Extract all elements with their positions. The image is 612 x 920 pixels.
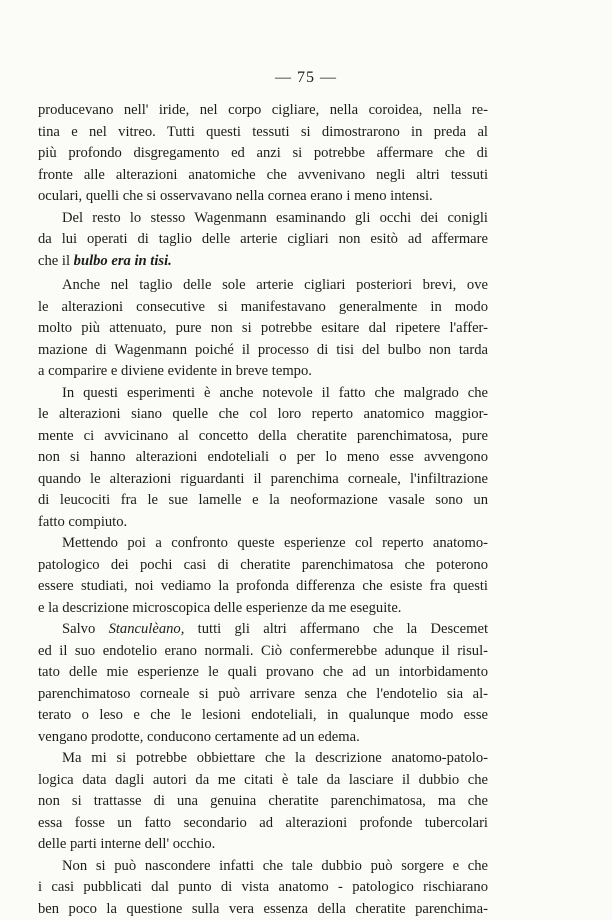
text-line: a comparire e diviene evidente in breve tempo. — [38, 361, 488, 383]
text-line: le alterazioni siano quelle che col loro reperto anatomico maggior- — [38, 404, 488, 426]
text-line: fronte alle alterazioni anatomiche che avvenivano negli altri tessuti — [38, 165, 488, 187]
paragraph-7 — [38, 748, 488, 856]
text-line: mazione di Wagenmann poiché il processo di tisi del bulbo non tarda — [38, 340, 488, 362]
text-line: mente ci avvicinano al concetto della cheratite parenchimatosa, pure — [38, 426, 488, 448]
text-line: da lui operati di taglio delle arterie cigliari non esitò ad affermare — [38, 229, 488, 251]
paragraph-8 — [38, 856, 488, 920]
text-line: non si hanno alterazioni endoteliali o per lo meno esse avvengono — [38, 447, 488, 469]
paragraph-6 — [38, 619, 488, 748]
text-line: fatto compiuto. — [38, 512, 488, 534]
text-line: Non si può nascondere infatti che tale dubbio può sorgere e che — [38, 856, 488, 878]
text-line: non si trattasse di una genuina cheratite parenchimatosa, ma che — [38, 791, 488, 813]
text-line: vengano prodotte, conducono certamente ad un edema. — [38, 727, 488, 749]
text-line: patologico dei pochi casi di cheratite parenchimatosa che poterono — [38, 555, 488, 577]
paragraph-5 — [38, 533, 488, 619]
page-number: — 75 — — [0, 69, 612, 87]
text-line: oculari, quelli che si osservavano nella cornea erano i meno intensi. — [38, 186, 488, 208]
author-name: Stanculèano, — [109, 621, 185, 637]
text-line: più profondo disgregamento ed anzi si potrebbe affermare che di — [38, 143, 488, 165]
text-line: tina e nel vitreo. Tutti questi tessuti si dimostrarono in preda al — [38, 122, 488, 144]
text-line: In questi esperimenti è anche notevole il fatto che malgrado che — [38, 383, 488, 405]
text-line: Del resto lo stesso Wagenmann esaminando gli occhi dei conigli — [38, 208, 488, 230]
text-line: essere studiati, noi vediamo la profonda differenza che esiste fra questi — [38, 576, 488, 598]
text-line: Mettendo poi a confronto queste esperienze col reperto anatomo- — [38, 533, 488, 555]
text-line: parenchimatoso corneale si può arrivare senza che l'endotelio sia al- — [38, 684, 488, 706]
text-line: delle parti interne dell' occhio. — [38, 834, 488, 856]
body-text — [38, 100, 488, 920]
text-line: molto più attenuato, pure non si potrebbe esitare dal ripetere l'affer- — [38, 318, 488, 340]
text-line: producevano nell' iride, nel corpo cigliare, nella coroidea, nella re- — [38, 100, 488, 122]
text-line — [38, 619, 488, 641]
text-line: terato o leso e che le lesioni endoteliali, in qualunque modo esse — [38, 705, 488, 727]
text-line: ben poco la questione sulla vera essenza della cheratite parenchima- — [38, 899, 488, 920]
text-line: Anche nel taglio delle sole arterie cigliari posteriori brevi, ove — [38, 275, 488, 297]
paragraph-3 — [38, 275, 488, 383]
text-line: Ma mi si potrebbe obbiettare che la descrizione anatomo-patolo- — [38, 748, 488, 770]
text-line — [38, 251, 488, 273]
text-fragment: tutti gli altri affermano che la Descemet — [184, 621, 488, 637]
paragraph-1 — [38, 100, 488, 208]
text-line: logica data dagli autori da me citati è tale da lasciare il dubbio che — [38, 770, 488, 792]
text-line: essa fosse un fatto secondario ad alterazioni profonde tubercolari — [38, 813, 488, 835]
emphasis-text: bulbo era in tisi. — [74, 253, 172, 269]
text-line: le alterazioni consecutive si manifestavano generalmente in modo — [38, 297, 488, 319]
paragraph-2 — [38, 208, 488, 273]
text-line: tato delle mie esperienze le quali provano che ad un intorbidamento — [38, 662, 488, 684]
text-line: i casi pubblicati dal punto di vista anatomo - patologico rischiarano — [38, 877, 488, 899]
text-line: ed il suo endotelio erano normali. Ciò confermerebbe adunque il risul- — [38, 641, 488, 663]
text-fragment: che il — [38, 253, 74, 269]
text-line: di leucociti fra le sue lamelle e la neoformazione vasale sono un — [38, 490, 488, 512]
text-fragment: Salvo — [62, 621, 109, 637]
text-line: quando le alterazioni riguardanti il parenchima corneale, l'infiltrazione — [38, 469, 488, 491]
text-line: e la descrizione microscopica delle esperienze da me eseguite. — [38, 598, 488, 620]
paragraph-4 — [38, 383, 488, 534]
